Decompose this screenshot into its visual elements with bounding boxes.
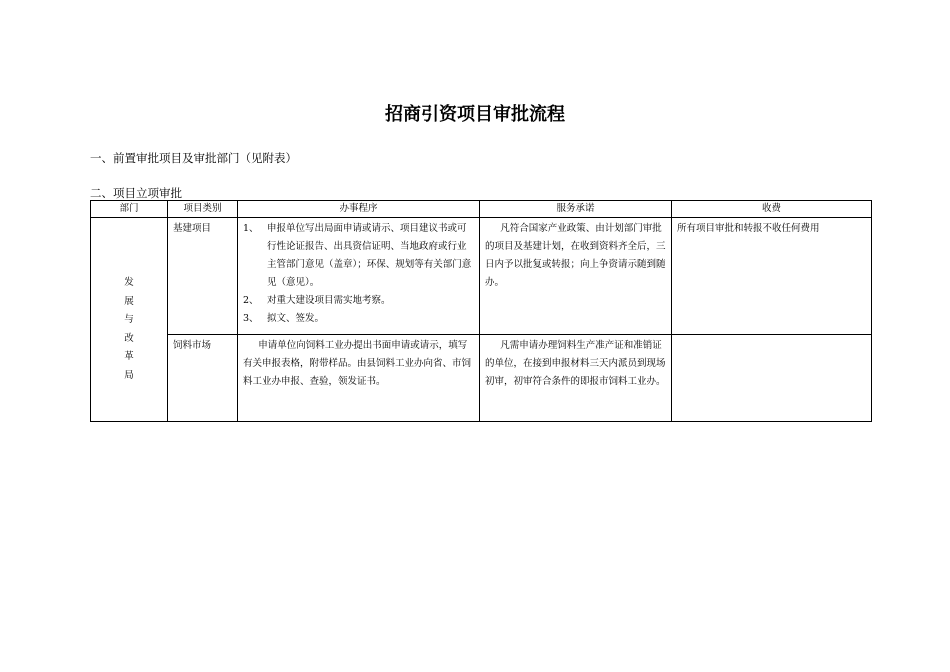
- fee-cell: [672, 335, 872, 422]
- department-char: 发: [124, 277, 134, 288]
- category-cell: 饲料市场: [168, 335, 238, 422]
- table-row: [91, 218, 872, 335]
- department-char: 展: [124, 295, 134, 307]
- procedure-step: 2、 对重大建设项目需实地考察。: [243, 295, 391, 306]
- section-heading-project-approval: 二、项目立项审批: [90, 186, 182, 200]
- table-row: [91, 335, 872, 422]
- procedure-step: 3、 拟文、签发。: [243, 313, 325, 324]
- section-heading-prerequisite: 一、前置审批项目及审批部门（见附表）: [90, 151, 297, 165]
- table-header-row: [91, 201, 872, 218]
- header-department: 部门: [91, 201, 168, 218]
- commitment-cell: 凡需申请办理饲料生产准产证和准销证的单位，在接到申报材料三天内派员到现场初审，初审符合条件的即报市饲料工业办。: [480, 335, 672, 422]
- department-char: 革: [124, 351, 134, 362]
- header-category: 项目类别: [168, 201, 238, 218]
- department-char: 局: [124, 369, 134, 381]
- department-cell: [91, 218, 168, 422]
- department-char: 改: [124, 332, 134, 344]
- document-title: 招商引资项目审批流程: [385, 104, 565, 125]
- procedure-cell: 申请单位向饲料工业办提出书面申请或请示，填写有关申报表格，附带样品。由县饲料工业办向省、市饲料工业办申报、查验，领发证书。: [238, 335, 480, 422]
- header-procedure: 办事程序: [238, 201, 480, 218]
- category-cell: 基建项目: [168, 218, 238, 335]
- commitment-cell: 凡符合国家产业政策、由计划部门审批的项目及基建计划，在收到资料齐全后，三日内予以批复或转报；向上争资请示随到随办。: [480, 218, 672, 335]
- approval-table: [90, 200, 872, 422]
- department-char: 与: [124, 314, 134, 325]
- procedure-cell: [238, 218, 480, 335]
- header-fee: 收费: [672, 201, 872, 218]
- fee-cell: 所有项目审批和转报不收任何费用: [672, 218, 872, 335]
- procedure-step: 1、 申报单位写出局面申请或请示、项目建议书或可行性论证报告、出具资信证明、当地政府或行业主管部门意见（盖章）；环保、规划等有关部门意见（意见）。: [243, 223, 472, 288]
- header-commitment: 服务承诺: [480, 201, 672, 218]
